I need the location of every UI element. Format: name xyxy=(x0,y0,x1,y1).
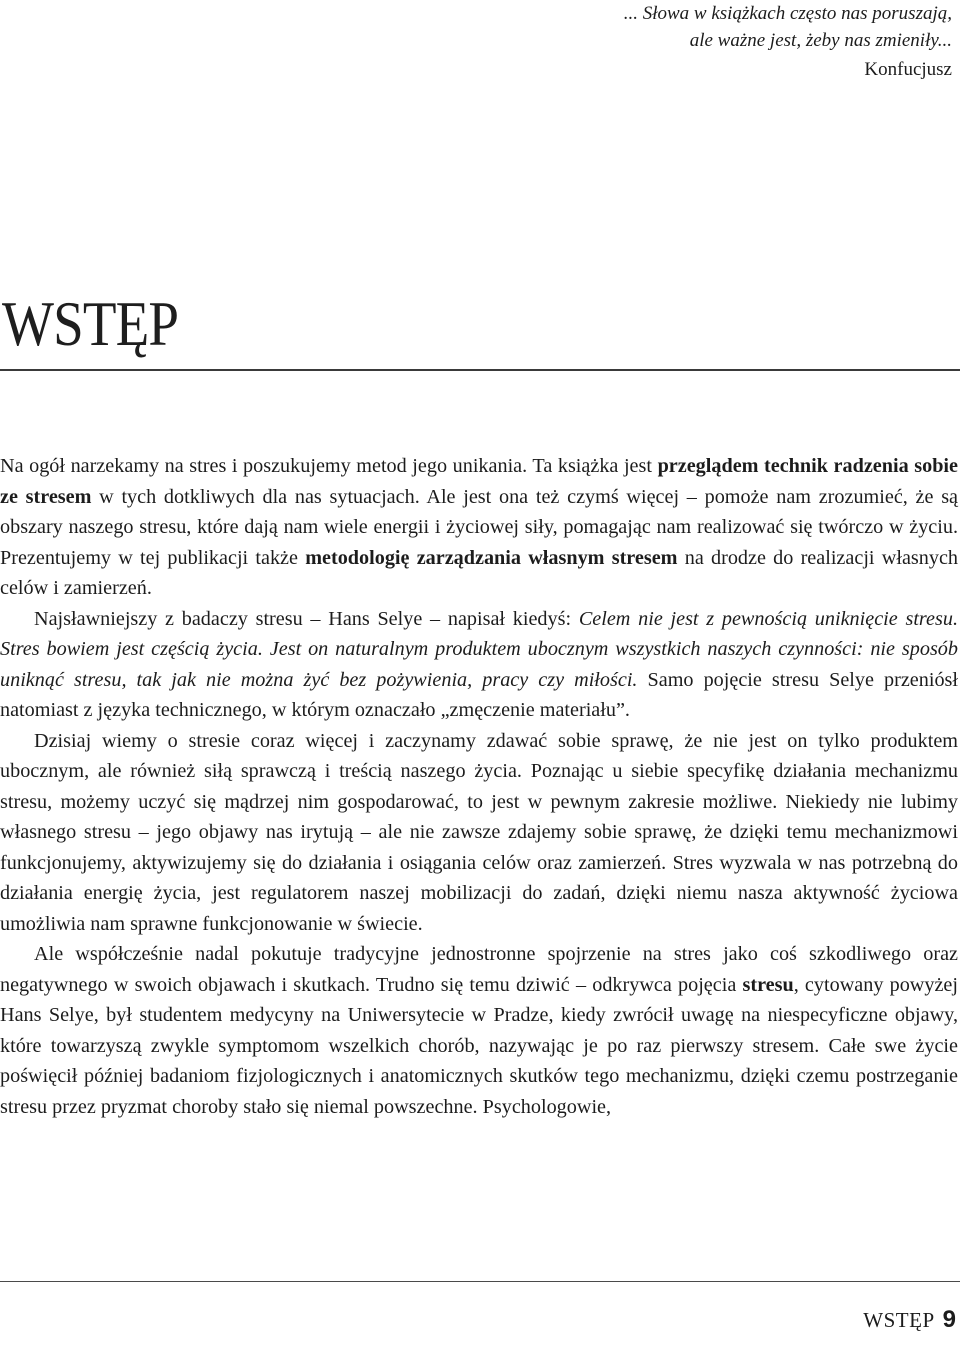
text-run: Celem nie jest z pewnością uniknięcie stresu. Stres bowiem jest częścią życia. Jest on naturalnym produktem ubocznym wszystkich naszych czynności: nie sposób uniknąć stresu, tak jak nie można żyć bez pożywienia, pracy czy miłości. xyxy=(0,607,958,691)
page-number: 9 xyxy=(942,1306,956,1333)
text-run: przeglądem technik radzenia sobie ze stresem xyxy=(0,455,958,508)
paragraph-2 xyxy=(0,604,958,726)
text-run: Na ogół narzekamy na stres i poszukujemy metod jego unikania. Ta książka jest xyxy=(0,455,658,477)
text-run: Ale jest ona też czymś więcej – pomoże nam zrozumieć, że są obszary naszego stresu, które dają nam wiele energii i życiowej siły, pomagając nam realizować się twórczo w życiu. Prezentujemy w tej publikacji także xyxy=(0,485,959,569)
text-run: Najsławniejszy z badaczy stresu – Hans Selye – napisał kiedyś: xyxy=(34,607,579,630)
text-run: w tych dotkliwych dla nas sytuacjach. xyxy=(91,485,427,508)
paragraph-1 xyxy=(0,451,958,604)
footer-divider xyxy=(0,1281,960,1282)
paragraph-3 xyxy=(0,726,958,940)
chapter-title: WSTĘP xyxy=(2,288,179,359)
epigraph-author: Konfucjusz xyxy=(864,59,952,80)
title-divider xyxy=(0,369,960,371)
text-run: Dzisiaj wiemy o stresie coraz więcej i zaczynamy zdawać sobie sprawę, że nie jest on tylko produktem ubocznym, ale również siłą sprawczą i treścią naszego życia. Poznając u siebie specyfikę działania mechanizmu stresu, możemy uczyć się mądrzej nim gospodarować, to jest w pewnym zakresie możliwe. Niekiedy nie lubimy własnego stresu – jego objawy nas irytują – ale nie zawsze zdajemy sobie sprawę, że dzięki temu mechanizmowi funkcjonujemy, aktywizujemy się do działania i osiągania celów oraz zamierzeń. Stres wyzwala w nas potrzebną do działania energię życia, jest regulatorem naszej mobilizacji do zadań, dzięki niemu nasza aktywność życiowa umożliwia nam sprawne funkcjonowanie w świecie. xyxy=(0,729,958,935)
text-run: na drodze do realizacji własnych celów i zamierzeń. xyxy=(0,546,959,599)
epigraph-line-2: ale ważne jest, żeby nas zmieniły... xyxy=(689,30,952,51)
text-run: metodologię zarządzania własnym stresem xyxy=(305,546,678,569)
paragraph-4 xyxy=(0,939,958,1122)
epigraph-line-1: ... Słowa w książkach często nas poruszają, xyxy=(623,3,952,24)
text-run: Samo pojęcie stresu Selye przeniósł natomiast z języka technicznego, w którym oznaczało „zmęczenie materiału”. xyxy=(0,668,959,721)
page-footer xyxy=(863,1306,956,1334)
text-run: stresu xyxy=(742,973,794,996)
running-head: WSTĘP xyxy=(863,1308,935,1332)
epigraph xyxy=(624,0,952,83)
text-run: , cytowany powyżej Hans Selye, był studentem medycyny na Uniwersytecie w Pradze, kiedy zwrócił uwagę na niespecyficzne objawy, które towarzyszą zwykle symptomom wszelkich chorób, nazywając je po raz pierwszy stresem. Całe swe życie poświęcił później badaniom fizjologicznych i anatomicznych skutków tego mechanizmu, dzięki czemu postrzeganie stresu przez pryzmat choroby stało się niemal powszechne. Psychologowie, xyxy=(0,973,958,1118)
text-run: Ale współcześnie nadal pokutuje tradycyjne jednostronne spojrzenie na stres jako coś szkodliwego oraz negatywnego w swoich objawach i skutkach. Trudno się temu dziwić – odkrywca pojęcia xyxy=(0,943,958,996)
body-text xyxy=(0,451,958,1122)
